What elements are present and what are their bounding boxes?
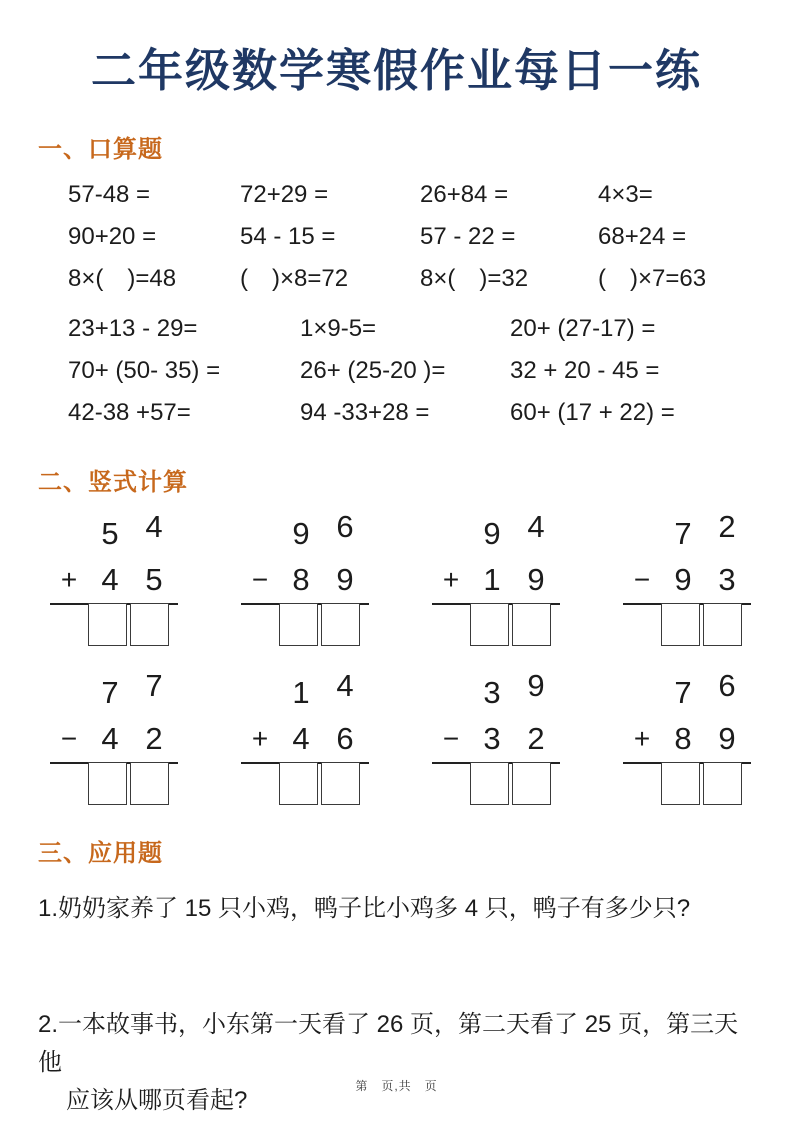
top-tens-digit: 7 xyxy=(674,675,692,710)
vertical-problem-4 xyxy=(623,511,793,646)
top-ones-digit: 4 xyxy=(527,509,545,544)
bottom-ones-digit: 6 xyxy=(336,721,354,756)
bottom-tens-digit: 4 xyxy=(292,721,310,756)
oral-problem: 60+ (17 + 22) = xyxy=(510,399,675,426)
oral-problem: 4×3= xyxy=(598,181,653,208)
answer-boxes xyxy=(88,762,241,805)
top-tens-digit: 1 xyxy=(292,675,310,710)
oral-problem: 94 -33+28 = xyxy=(300,399,430,426)
oral-problem: 70+ (50- 35) = xyxy=(68,357,221,384)
bottom-tens-digit: 3 xyxy=(483,721,501,756)
operator: − xyxy=(60,723,78,754)
word-problem-2-line-1: 2.一本故事书，小东第一天看了 26 页，第二天看了 25 页，第三天他 xyxy=(38,1011,739,1076)
bottom-tens-digit: 9 xyxy=(674,562,692,597)
oral-problem: 26+84 = xyxy=(420,181,509,208)
vertical-problem-1 xyxy=(50,511,241,646)
oral-problem: 68+24 = xyxy=(598,223,687,250)
oral-problem: 20+ (27-17) = xyxy=(510,315,656,342)
answer-boxes xyxy=(470,762,623,805)
answer-boxes xyxy=(279,762,432,805)
oral-problem: 54 - 15 = xyxy=(240,223,336,250)
answer-box xyxy=(279,762,318,805)
answer-box xyxy=(88,762,127,805)
oral-problem: 32 + 20 - 45 = xyxy=(510,357,660,384)
oral-problem: 72+29 = xyxy=(240,181,329,208)
oral-problem: 57 - 22 = xyxy=(420,223,516,250)
answer-box xyxy=(512,762,551,805)
bottom-tens-digit: 4 xyxy=(101,562,119,597)
oral-row-6 xyxy=(0,392,793,434)
top-ones-digit: 4 xyxy=(145,509,163,544)
bottom-tens-digit: 4 xyxy=(101,721,119,756)
top-tens-digit: 7 xyxy=(101,675,119,710)
oral-row-5 xyxy=(0,350,793,392)
bottom-tens-digit: 8 xyxy=(674,721,692,756)
answer-box xyxy=(88,603,127,646)
oral-problem: 57-48 = xyxy=(68,181,151,208)
answer-box xyxy=(703,762,742,805)
answer-box xyxy=(321,603,360,646)
oral-row-3 xyxy=(0,258,793,300)
top-ones-digit: 9 xyxy=(527,668,545,703)
top-tens-digit: 9 xyxy=(483,516,501,551)
answer-box xyxy=(470,603,509,646)
top-ones-digit: 6 xyxy=(336,509,354,544)
top-ones-digit: 2 xyxy=(718,509,736,544)
answer-box xyxy=(512,603,551,646)
top-tens-digit: 3 xyxy=(483,675,501,710)
section-heading-vertical: 二、竖式计算 xyxy=(38,469,188,496)
oral-problem: 8×( )=48 xyxy=(68,265,177,292)
operator: + xyxy=(251,723,269,754)
oral-problem: 1×9-5= xyxy=(300,315,377,342)
oral-problem: 8×( )=32 xyxy=(420,265,529,292)
oral-problem: ( )×7=63 xyxy=(598,265,707,292)
answer-box xyxy=(130,603,169,646)
oral-row-4 xyxy=(0,308,793,350)
answer-boxes xyxy=(470,603,623,646)
answer-boxes xyxy=(279,603,432,646)
oral-problem: 23+13 - 29= xyxy=(68,315,198,342)
oral-problem: 90+20 = xyxy=(68,223,157,250)
bottom-ones-digit: 9 xyxy=(527,562,545,597)
bottom-tens-digit: 1 xyxy=(483,562,501,597)
answer-box xyxy=(279,603,318,646)
top-tens-digit: 9 xyxy=(292,516,310,551)
operator: + xyxy=(60,564,78,595)
bottom-ones-digit: 9 xyxy=(718,721,736,756)
operator: − xyxy=(633,564,651,595)
oral-row-2 xyxy=(0,216,793,258)
top-ones-digit: 6 xyxy=(718,668,736,703)
oral-row-1 xyxy=(0,174,793,216)
bottom-ones-digit: 2 xyxy=(527,721,545,756)
vertical-problems-grid xyxy=(0,511,793,805)
answer-boxes xyxy=(661,762,793,805)
bottom-tens-digit: 8 xyxy=(292,562,310,597)
bottom-ones-digit: 5 xyxy=(145,562,163,597)
bottom-ones-digit: 3 xyxy=(718,562,736,597)
answer-box xyxy=(321,762,360,805)
oral-problem: 42-38 +57= xyxy=(68,399,191,426)
top-tens-digit: 7 xyxy=(674,516,692,551)
operator: − xyxy=(442,723,460,754)
bottom-ones-digit: 2 xyxy=(145,721,163,756)
answer-boxes xyxy=(88,603,241,646)
top-ones-digit: 4 xyxy=(336,668,354,703)
operator: − xyxy=(251,564,269,595)
section-heading-oral: 一、口算题 xyxy=(38,136,163,163)
vertical-problem-8 xyxy=(623,670,793,805)
vertical-problem-6 xyxy=(241,670,432,805)
vertical-problem-2 xyxy=(241,511,432,646)
top-ones-digit: 7 xyxy=(145,668,163,703)
bottom-ones-digit: 9 xyxy=(336,562,354,597)
answer-box xyxy=(661,762,700,805)
oral-problem: ( )×8=72 xyxy=(240,265,349,292)
operator: + xyxy=(633,723,651,754)
answer-box xyxy=(130,762,169,805)
answer-box xyxy=(661,603,700,646)
word-problem-2 xyxy=(38,1006,755,1120)
vertical-problem-3 xyxy=(432,511,623,646)
vertical-problem-5 xyxy=(50,670,241,805)
answer-boxes xyxy=(661,603,793,646)
operator: + xyxy=(442,564,460,595)
vertical-problem-7 xyxy=(432,670,623,805)
top-tens-digit: 5 xyxy=(101,516,119,551)
word-problem-1: 1.奶奶家养了 15 只小鸡，鸭子比小鸡多 4 只，鸭子有多少只? xyxy=(38,895,691,922)
section-heading-word: 三、应用题 xyxy=(38,840,163,867)
word-problem-2-line-2: 应该从哪页看起? xyxy=(66,1087,248,1114)
page-title: 二年级数学寒假作业每日一练 xyxy=(90,45,702,96)
answer-box xyxy=(470,762,509,805)
answer-box xyxy=(703,603,742,646)
oral-problem: 26+ (25-20 )= xyxy=(300,357,446,384)
page-footer: 第 页,共 页 xyxy=(355,1079,438,1093)
